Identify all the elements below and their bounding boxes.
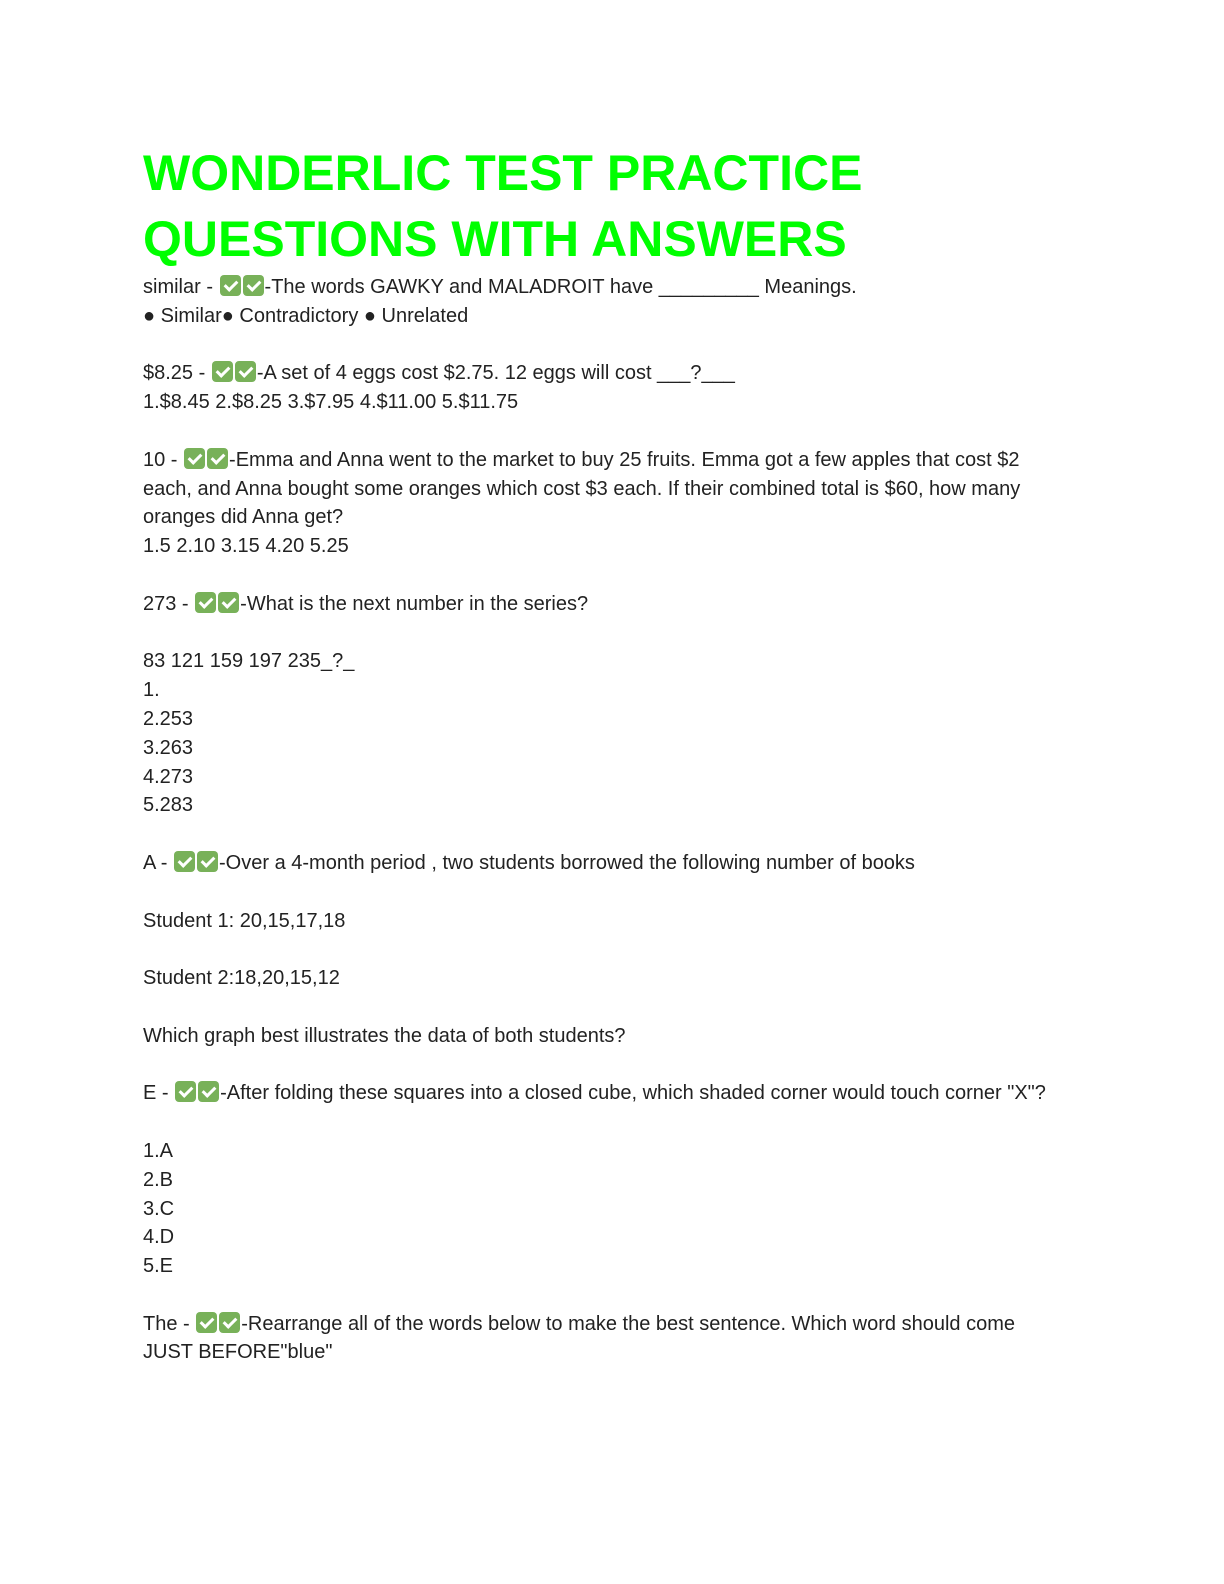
question-text: -What is the next number in the series? bbox=[240, 592, 589, 615]
spacer bbox=[143, 619, 1063, 648]
check-mark-button-icon bbox=[174, 851, 195, 872]
question-line bbox=[143, 273, 1063, 302]
option-item: 3.C bbox=[143, 1197, 175, 1220]
question-text: -Emma and Anna went to the market to buy 25 fruits. Emma got a few apples that cost $2 each, and Anna bought some oranges which cost $3 each. If their combined total is $60, how many oranges did Anna get? bbox=[143, 448, 1021, 529]
check-mark-button-icon bbox=[219, 1312, 240, 1333]
option-item: 2.B bbox=[143, 1168, 174, 1191]
question-block bbox=[143, 590, 1063, 820]
spacer bbox=[143, 935, 1063, 964]
check-mark-button-icon bbox=[198, 1081, 219, 1102]
check-mark-button-icon bbox=[243, 275, 264, 296]
spacer bbox=[143, 1051, 1063, 1080]
spacer bbox=[143, 1281, 1063, 1310]
options-text: 1.5 2.10 3.15 4.20 5.25 bbox=[143, 535, 349, 558]
question-prompt: Which graph best illustrates the data of both students? bbox=[143, 1024, 626, 1047]
document-page bbox=[143, 140, 1063, 1367]
question-line bbox=[143, 1310, 1063, 1368]
document-title bbox=[143, 140, 1063, 272]
check-mark-button-icon bbox=[212, 361, 233, 382]
check-mark-button-icon bbox=[196, 1312, 217, 1333]
question-block bbox=[143, 359, 1063, 417]
answer-text: The - bbox=[143, 1312, 196, 1335]
spacer bbox=[143, 331, 1063, 360]
student-1-data: Student 1: 20,15,17,18 bbox=[143, 909, 346, 932]
option-item: 1.A bbox=[143, 1139, 174, 1162]
question-text: -The words GAWKY and MALADROIT have _________ Meanings. bbox=[264, 276, 857, 298]
question-block bbox=[143, 849, 1063, 1051]
spacer bbox=[143, 820, 1063, 849]
answer-text: $8.25 - bbox=[143, 362, 211, 385]
document-body bbox=[143, 273, 1063, 1367]
question-text: -After folding these squares into a closed cube, which shaded corner would touch corner "X"? bbox=[220, 1082, 1046, 1105]
options-text: 1.$8.45 2.$8.25 3.$7.95 4.$11.00 5.$11.75 bbox=[143, 391, 519, 414]
answer-text: E - bbox=[143, 1082, 175, 1105]
spacer bbox=[143, 417, 1063, 446]
check-mark-button-icon bbox=[197, 851, 218, 872]
option-item: 2.253 bbox=[143, 707, 194, 730]
check-mark-button-icon bbox=[218, 592, 239, 613]
answer-text: 10 - bbox=[143, 448, 184, 471]
check-mark-button-icon bbox=[235, 361, 256, 382]
question-line bbox=[143, 359, 1063, 388]
answer-text: 273 - bbox=[143, 592, 195, 615]
spacer bbox=[143, 993, 1063, 1022]
spacer bbox=[143, 878, 1063, 907]
question-text: -Over a 4-month period , two students borrowed the following number of books bbox=[219, 851, 915, 874]
question-block bbox=[143, 273, 1063, 331]
question-line bbox=[143, 446, 1063, 532]
option-item: 1. bbox=[143, 679, 160, 702]
check-mark-button-icon bbox=[220, 275, 241, 296]
answer-text: A - bbox=[143, 851, 174, 874]
spacer bbox=[143, 561, 1063, 590]
title-line-1: WONDERLIC TEST PRACTICE bbox=[143, 145, 863, 201]
question-line bbox=[143, 590, 1063, 619]
option-item: 4.D bbox=[143, 1226, 175, 1249]
check-mark-button-icon bbox=[207, 448, 228, 469]
check-mark-button-icon bbox=[195, 592, 216, 613]
spacer bbox=[143, 1108, 1063, 1137]
question-text: -Rearrange all of the words below to make the best sentence. Which word should come JUST BEFORE"blue" bbox=[143, 1312, 1015, 1364]
question-block bbox=[143, 446, 1063, 561]
series-text: 83 121 159 197 235_?_ bbox=[143, 650, 355, 673]
answer-text: similar - bbox=[143, 276, 219, 298]
option-item: 5.283 bbox=[143, 794, 194, 817]
question-line bbox=[143, 849, 1063, 878]
student-2-data: Student 2:18,20,15,12 bbox=[143, 967, 340, 990]
option-item: 5.E bbox=[143, 1255, 174, 1278]
option-item: 4.273 bbox=[143, 765, 194, 788]
title-line-2: QUESTIONS WITH ANSWERS bbox=[143, 211, 847, 267]
question-text: -A set of 4 eggs cost $2.75. 12 eggs will cost ___?___ bbox=[256, 362, 735, 385]
check-mark-button-icon bbox=[175, 1081, 196, 1102]
check-mark-button-icon bbox=[184, 448, 205, 469]
question-line bbox=[143, 1079, 1063, 1108]
question-block bbox=[143, 1079, 1063, 1281]
options-text: ● Similar● Contradictory ● Unrelated bbox=[143, 304, 469, 327]
option-item: 3.263 bbox=[143, 736, 194, 759]
question-block bbox=[143, 1310, 1063, 1368]
